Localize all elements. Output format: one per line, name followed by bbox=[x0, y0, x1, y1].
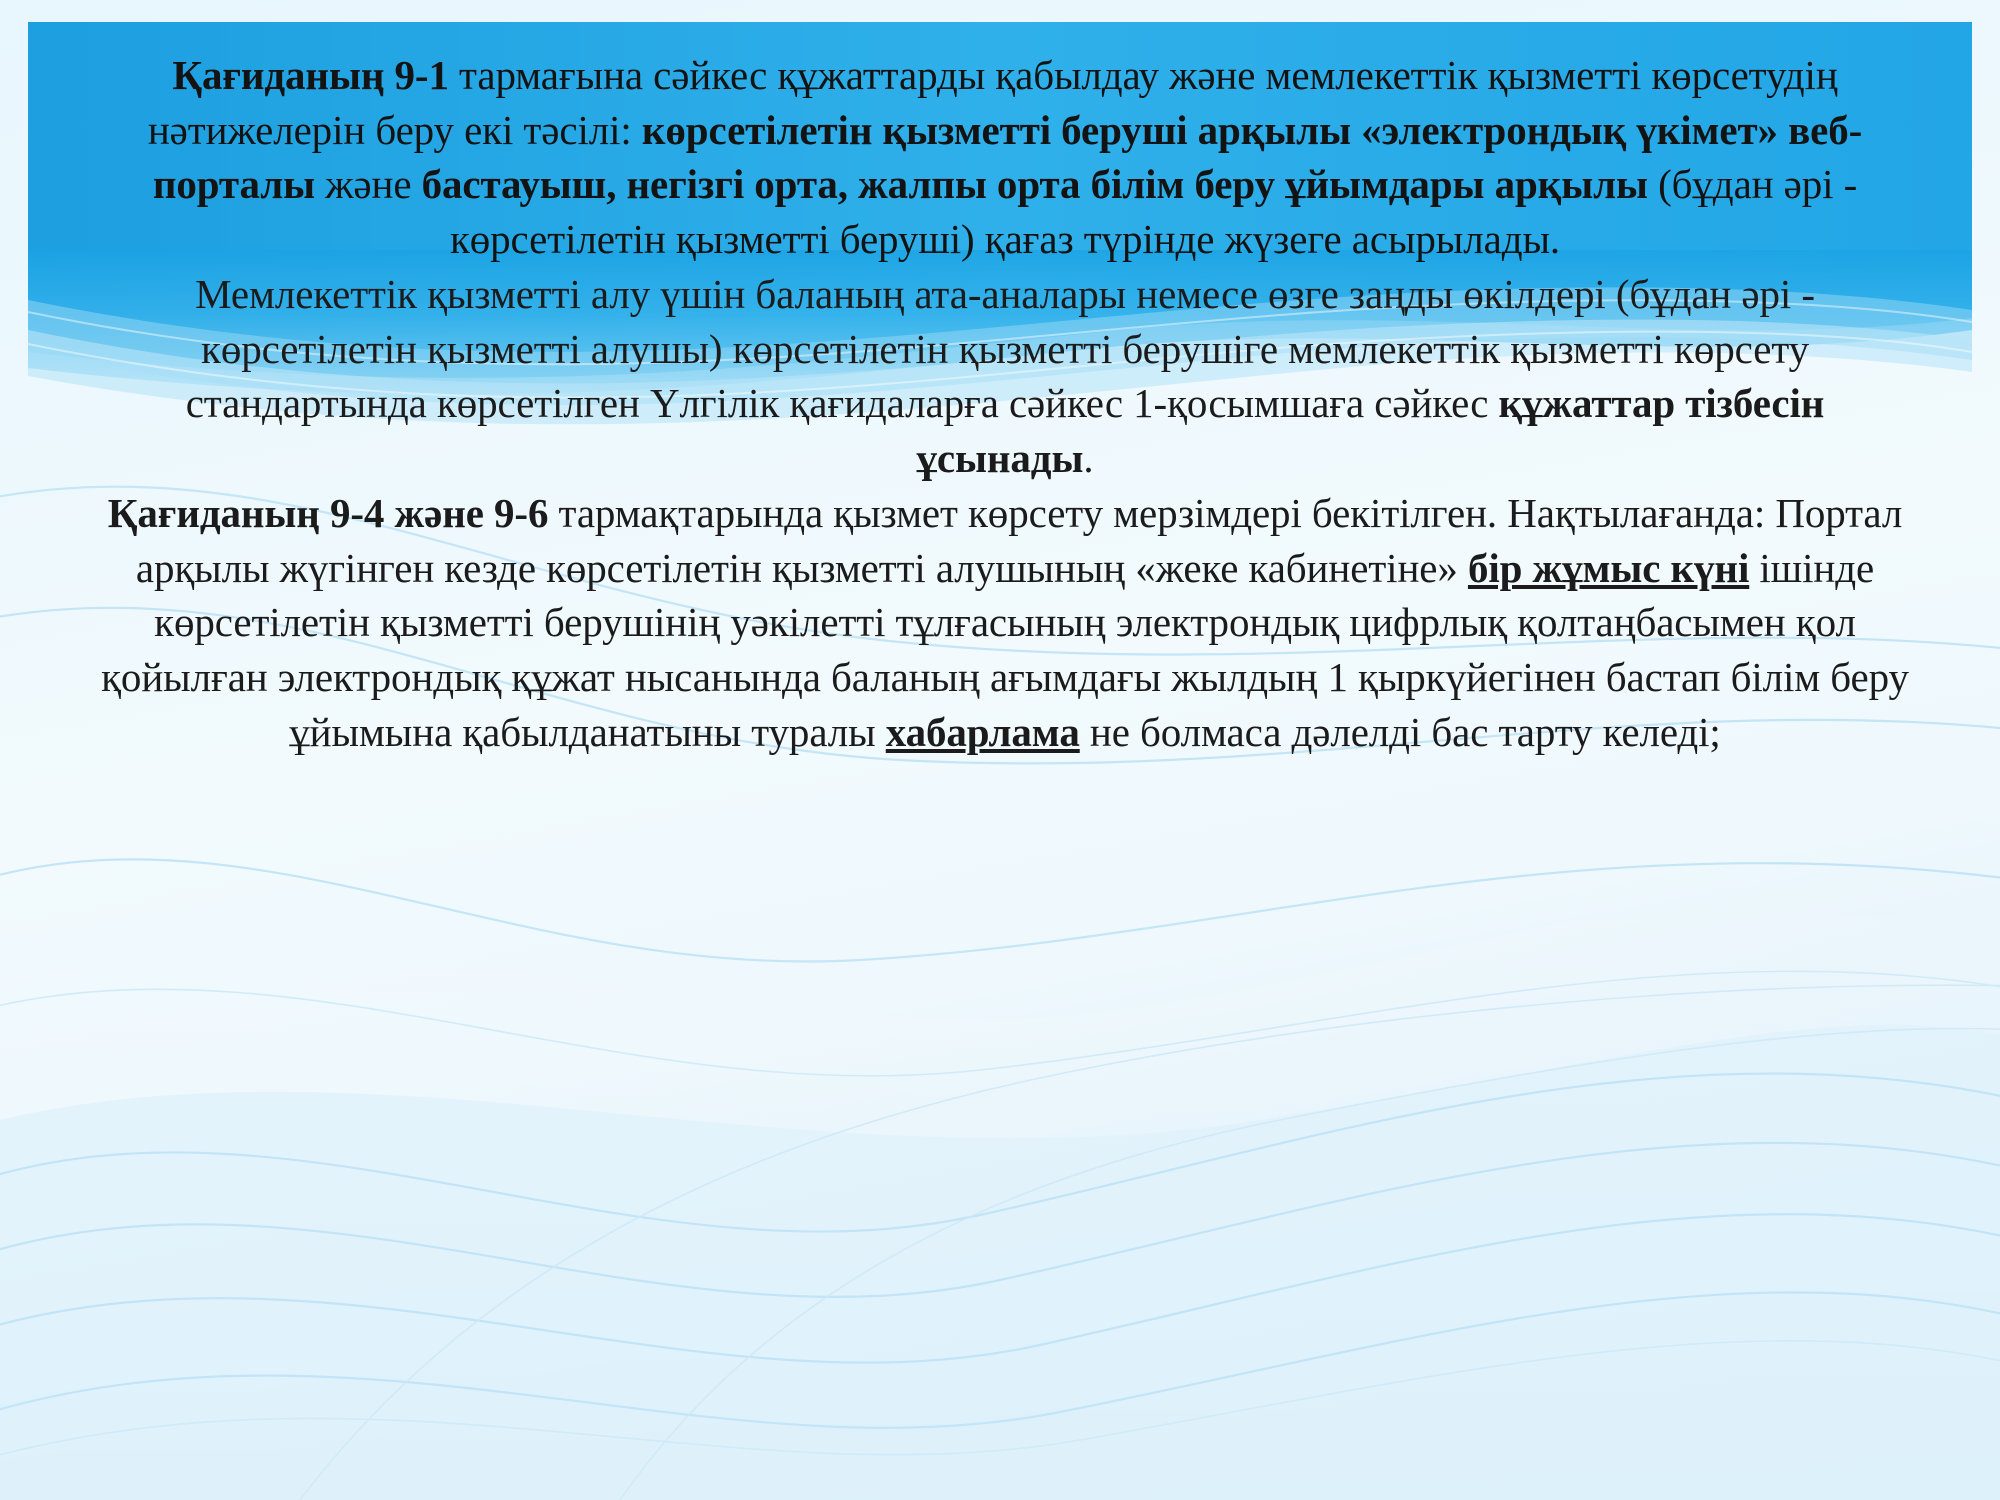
slide-text-body bbox=[100, 48, 1910, 760]
paragraph-2-run-1: Мемлекеттік қызметті алу үшін баланың ата-аналары немесе өзге заңды өкілдері (бұдан әрі - көрсетілетін қызметті алушы) көрсетілетін қызметті берушіге мемлекеттік қызметті көрсету стандартында көрсетілген Үлгілік қағидаларға сәйкес 1-қосымшаға сәйкес bbox=[185, 270, 1815, 427]
paragraph-3-run-2: тармақтарында қызмет көрсету мерзімдері бекітілген. Нақтылағанда: Портал арқылы жүгінген кезде көрсетілетін қызметті алушының «жеке кабинетіне» bbox=[135, 489, 1903, 591]
paragraph-2-run-2: құжаттар тізбесін ұсынады bbox=[916, 380, 1825, 482]
paragraph-2 bbox=[100, 267, 1910, 486]
paragraph-3-run-1: Қағиданың 9-4 және 9-6 bbox=[107, 489, 559, 536]
paragraph-3-run-5: хабарлама bbox=[885, 708, 1080, 755]
paragraph-1 bbox=[100, 48, 1910, 267]
paragraph-2-run-3: . bbox=[1083, 435, 1094, 482]
paragraph-1-run-2: тармағына сәйкес құжаттарды қабылдау және мемлекеттік қызметті көрсетудің нәтижелерін беру екі тәсілі: bbox=[147, 52, 1838, 153]
paragraph-1-run-6: (бұдан әрі - көрсетілетін қызметті беруші) қағаз түрінде жүзеге асырылады. bbox=[449, 161, 1858, 263]
paragraph-1-run-4: және bbox=[325, 161, 422, 208]
paragraph-3-run-6: не болмаса дәлелді бас тарту келеді; bbox=[1079, 708, 1721, 755]
paragraph-1-run-5: бастауыш, негізгі орта, жалпы орта білім беру ұйымдары арқылы bbox=[421, 161, 1659, 208]
paragraph-3 bbox=[100, 486, 1910, 760]
paragraph-3-run-3: бір жұмыс күні bbox=[1467, 544, 1750, 591]
paragraph-1-run-3: көрсетілетін қызметті беруші арқылы «электрондық үкімет» веб-порталы bbox=[152, 106, 1863, 208]
paragraph-1-run-1: Қағиданың 9-1 bbox=[172, 52, 460, 98]
paragraph-3-run-4: ішінде көрсетілетін қызметті берушінің уәкілетті тұлғасының электрондық цифрлық қолтаңбасымен қол қойылған электрондық құжат нысанында баланың ағымдағы жылдың 1 қыркүйегінен бастап білім беру ұйымына қабылданатыны туралы bbox=[101, 544, 1909, 755]
